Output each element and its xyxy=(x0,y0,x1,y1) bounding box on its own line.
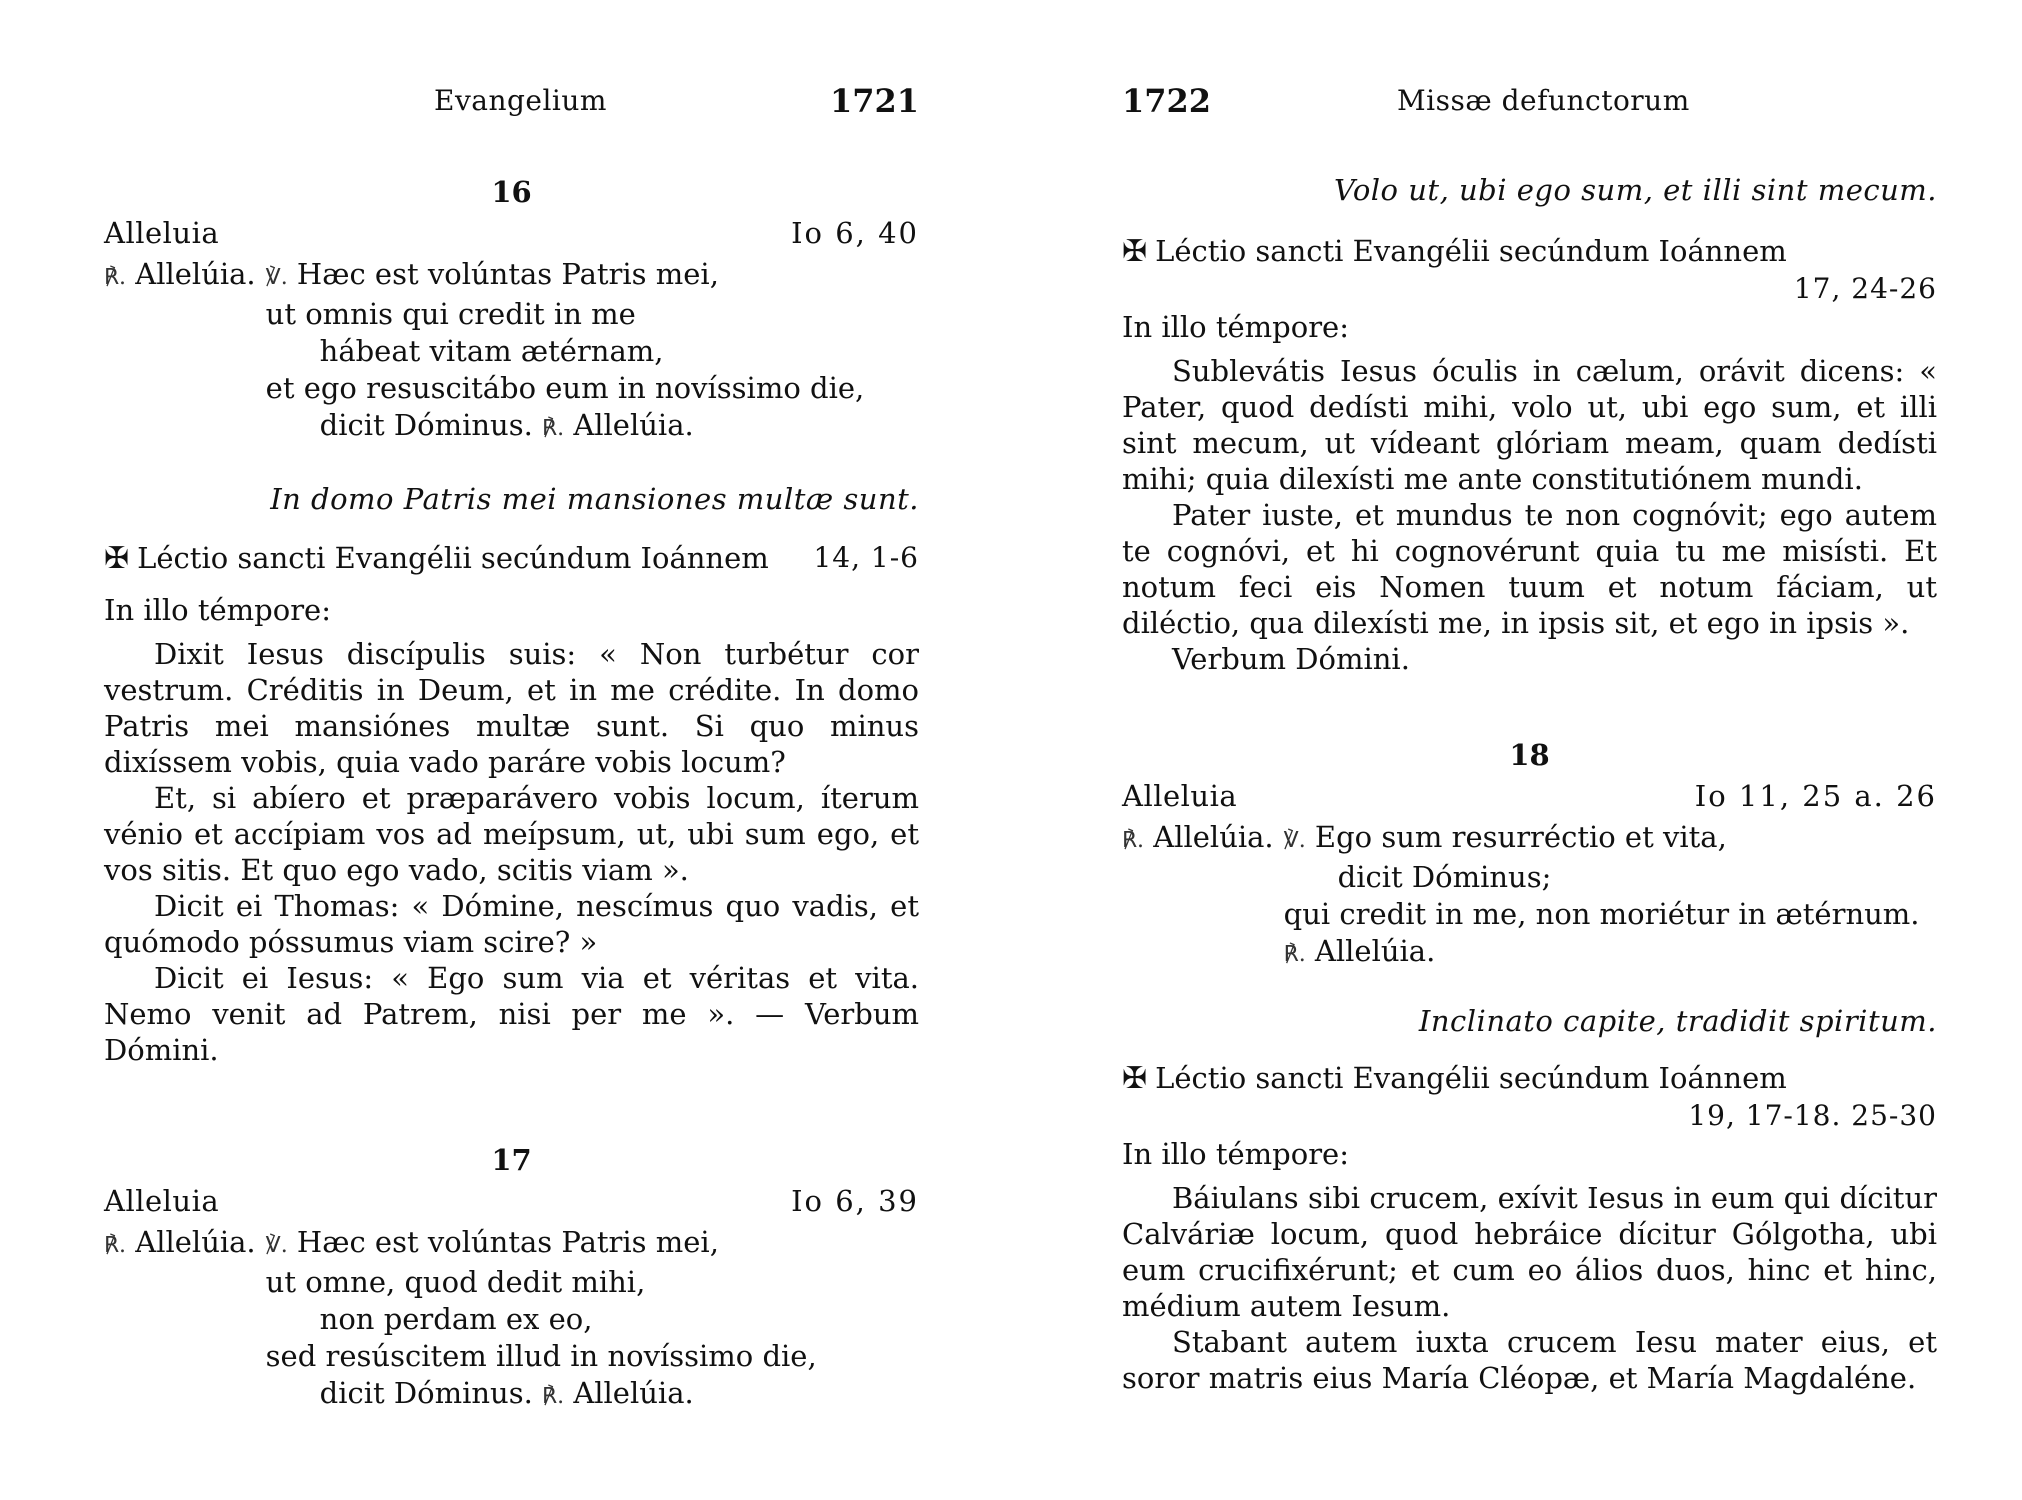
verse-closing: Allelúia. xyxy=(573,1376,694,1410)
cross-icon: ✠ xyxy=(104,541,130,576)
verse-line: ut omne, quod dedit mihi, xyxy=(265,1265,646,1299)
right-page xyxy=(1122,0,1937,1500)
verse-lead: Allelúia. xyxy=(135,1225,256,1259)
lectio-title: Léctio sancti Evangélii secúndum Ioánnem xyxy=(137,541,769,575)
alleluia-verse xyxy=(1122,819,1937,973)
verse-line: dicit Dóminus. xyxy=(319,1376,533,1410)
response-icon: ℟. xyxy=(104,1233,127,1258)
verse-line: dicit Dóminus; xyxy=(1337,860,1552,894)
left-content xyxy=(104,170,919,1415)
section-number: 18 xyxy=(1509,738,1550,772)
lectio-ref: 14, 1-6 xyxy=(813,541,919,574)
scripture-ref: Io 6, 39 xyxy=(791,1184,919,1218)
gospel-motto: Volo ut, ubi ego sum, et illi sint mecum. xyxy=(1334,173,1937,207)
gospel-paragraph: Báiulans sibi crucem, exívit Iesus in eum qui dícitur Calváriæ locum, quod hebráice dícitur Gólgotha, ubi eum crucifixérunt; et cum eo álios duos, hinc et hinc, médium autem Iesum. xyxy=(1122,1181,1937,1323)
cross-icon: ✠ xyxy=(1122,234,1148,269)
section-number: 17 xyxy=(491,1143,532,1177)
verse-line: ut omnis qui credit in me xyxy=(265,297,636,331)
lectio-heading xyxy=(1122,232,1937,271)
verse-line: et ego resuscitábo eum in novíssimo die, xyxy=(265,371,865,405)
gospel-motto: Inclinato capite, tradidit spiritum. xyxy=(1418,1004,1937,1038)
verse-line: Hæc est volúntas Patris mei, xyxy=(296,1225,719,1259)
alleluia-row xyxy=(1122,777,1937,815)
running-title: Missæ defunctorum xyxy=(1397,84,1690,117)
gospel-paragraph: Et, si abíero et præparávero vobis locum, íterum vénio et accípiam vos ad meípsum, ut, ubi sum ego, et vos sitis. Et quo ego vado, scitis viam ». xyxy=(104,781,919,887)
section-16 xyxy=(104,170,919,1068)
running-title: Evangelium xyxy=(434,84,607,117)
scripture-ref: Io 11, 25 a. 26 xyxy=(1694,779,1937,813)
alleluia-label: Alleluia xyxy=(1122,779,1238,813)
running-header-right xyxy=(1122,84,1937,124)
verse-line: sed resúscitem illud in novíssimo die, xyxy=(265,1339,817,1373)
verse-lead: Allelúia. xyxy=(1153,820,1274,854)
verse-line: non perdam ex eo, xyxy=(319,1302,593,1336)
verse-line: Hæc est volúntas Patris mei, xyxy=(296,257,719,291)
cross-icon: ✠ xyxy=(1122,1061,1148,1096)
gospel-paragraph: Pater iuste, et mundus te non cognóvit; ego autem te cognóvi, et hi cognovérunt quia tu me misísti. Et notum feci eis Nomen tuum et notum fáciam, ut diléctio, qua dilexísti me, in ipsis sit, et ego in ipsis ». xyxy=(1122,498,1937,640)
illo-tempore: In illo témpore: xyxy=(1122,1137,1349,1171)
section-number: 16 xyxy=(491,175,532,209)
alleluia-row xyxy=(104,214,919,252)
right-content xyxy=(1122,170,1937,1396)
page-number: 1721 xyxy=(829,82,919,120)
lectio-heading xyxy=(104,539,919,578)
gospel-paragraph: Stabant autem iuxta crucem Iesu mater eius, et soror matris eius María Cléopæ, et María Magdaléne. xyxy=(1122,1325,1937,1395)
alleluia-row xyxy=(104,1182,919,1220)
verse-line: hábeat vitam ætérnam, xyxy=(319,334,664,368)
lectio-heading xyxy=(1122,1059,1937,1098)
gospel-paragraph: Dixit Iesus discípulis suis: « Non turbétur cor vestrum. Créditis in Deum, et in me crédite. In domo Patris mei mansiónes multæ sunt. Si quo minus dixíssem vobis, quia vado paráre vobis locum? xyxy=(104,637,919,779)
gospel-paragraph: Verbum Dómini. xyxy=(1172,642,1410,676)
lectio-title: Léctio sancti Evangélii secúndum Ioánnem xyxy=(1155,1061,1787,1095)
alleluia-verse xyxy=(104,1224,919,1415)
response-icon: ℟. xyxy=(542,1384,565,1409)
running-header-left xyxy=(104,84,919,124)
alleluia-label: Alleluia xyxy=(104,1184,220,1218)
gospel-paragraph: Sublevátis Iesus óculis in cælum, orávit dicens: « Pater, quod dedísti mihi, volo ut, ubi ego sum, et illi sint mecum, ut vídeant glóriam meam, quam dedísti mihi; quia dilexísti me ante constitutiónem mundi. xyxy=(1122,354,1937,496)
lectio-ref: 19, 17-18. 25-30 xyxy=(1688,1099,1937,1132)
illo-tempore: In illo témpore: xyxy=(1122,310,1349,344)
section-18 xyxy=(1122,733,1937,1396)
section-17 xyxy=(104,1138,919,1415)
response-icon: ℟. xyxy=(1283,942,1306,967)
section-17-continued xyxy=(1122,170,1937,677)
versicle-icon: ℣. xyxy=(1283,828,1306,853)
alleluia-label: Alleluia xyxy=(104,216,220,250)
verse-closing: Allelúia. xyxy=(1314,934,1436,968)
gospel-paragraph: Dicit ei Thomas: « Dómine, nescímus quo vadis, et quómodo póssumus viam scire? » xyxy=(104,889,919,959)
verse-line: qui credit in me, non moriétur in ætérnum. xyxy=(1283,897,1920,931)
verse-line: Ego sum resurréctio et vita, xyxy=(1314,820,1727,854)
lectio-ref: 17, 24-26 xyxy=(1793,272,1937,305)
gospel-motto: In domo Patris mei mansiones multæ sunt. xyxy=(270,482,919,516)
versicle-icon: ℣. xyxy=(265,265,288,290)
response-icon: ℟. xyxy=(104,265,127,290)
verse-closing: Allelúia. xyxy=(573,408,694,442)
response-icon: ℟. xyxy=(1122,828,1145,853)
left-page xyxy=(104,0,919,1500)
scripture-ref: Io 6, 40 xyxy=(791,216,919,250)
response-icon: ℟. xyxy=(542,416,565,441)
verse-line: dicit Dóminus. xyxy=(319,408,533,442)
page-number: 1722 xyxy=(1122,82,1212,120)
versicle-icon: ℣. xyxy=(265,1233,288,1258)
lectio-title: Léctio sancti Evangélii secúndum Ioánnem xyxy=(1155,234,1787,268)
verse-lead: Allelúia. xyxy=(135,257,256,291)
gospel-paragraph: Dicit ei Iesus: « Ego sum via et véritas et vita. Nemo venit ad Patrem, nisi per me ». — Verbum Dómini. xyxy=(104,961,919,1067)
alleluia-verse xyxy=(104,256,919,447)
illo-tempore: In illo témpore: xyxy=(104,593,331,627)
